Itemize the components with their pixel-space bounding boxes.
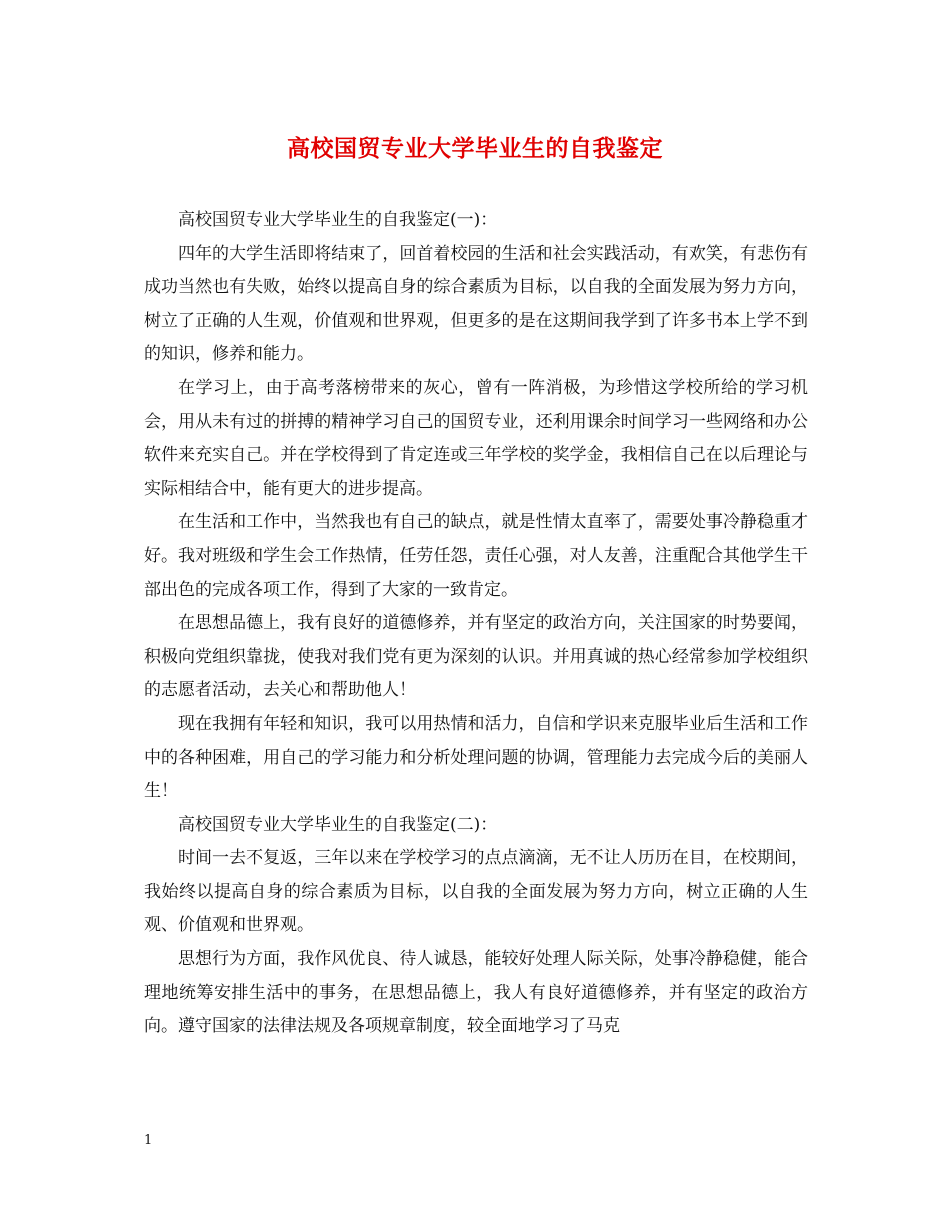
paragraph: 时间一去不复返，三年以来在学校学习的点点滴滴，无不让人历历在目，在校期间，我始终以提高自身的综合素质为目标，以自我的全面发展为努力方向，树立正确的人生观、价值观和世界观。 bbox=[144, 848, 808, 936]
page-number: 1 bbox=[144, 1133, 153, 1148]
paragraph-heading-2: 高校国贸专业大学毕业生的自我鉴定(二)： bbox=[178, 814, 498, 835]
document-title: 高校国贸专业大学毕业生的自我鉴定 bbox=[287, 135, 663, 162]
paragraph: 在思想品德上，我有良好的道德修养，并有坚定的政治方向，关注国家的时势要闻，积极向党组织靠拢，使我对我们党有更为深刻的认识。并用真诚的热心经常参加学校组织的志愿者活动，去关心和帮助他人！ bbox=[144, 613, 808, 701]
paragraph: 四年的大学生活即将结束了，回首着校园的生活和社会实践活动，有欢笑，有悲伤有成功当然也有失败，始终以提高自身的综合素质为目标，以自我的全面发展为努力方向，树立了正确的人生观，价值观和世界观，但更多的是在这期间我学到了许多书本上学不到的知识，修养和能力。 bbox=[144, 243, 808, 365]
paragraph-heading-1: 高校国贸专业大学毕业生的自我鉴定(一)： bbox=[178, 210, 498, 230]
paragraph: 在生活和工作中，当然我也有自己的缺点，就是性情太直率了，需要处事冷静稳重才好。我对班级和学生会工作热情，任劳任怨，责任心强，对人友善，注重配合其他学生干部出色的完成各项工作，得到了大家的一致肯定。 bbox=[144, 512, 808, 600]
paragraph: 思想行为方面，我作风优良、待人诚恳，能较好处理人际关际，处事冷静稳健，能合理地统筹安排生活中的事务，在思想品德上，我人有良好道德修养，并有坚定的政治方向。遵守国家的法律法规及各项规章制度，较全面地学习了马克 bbox=[144, 949, 808, 1037]
document-body bbox=[144, 204, 808, 1044]
paragraph: 在学习上，由于高考落榜带来的灰心，曾有一阵消极，为珍惜这学校所给的学习机会，用从未有过的拼搏的精神学习自己的国贸专业，还利用课余时间学习一些网络和办公软件来充实自己。并在学校得到了肯定连或三年学校的奖学金，我相信自己在以后理论与实际相结合中，能有更大的进步提高。 bbox=[144, 377, 808, 499]
paragraph: 现在我拥有年轻和知识，我可以用热情和活力，自信和学识来克服毕业后生活和工作中的各种困难，用自己的学习能力和分析处理问题的协调，管理能力去完成今后的美丽人生！ bbox=[144, 713, 808, 802]
